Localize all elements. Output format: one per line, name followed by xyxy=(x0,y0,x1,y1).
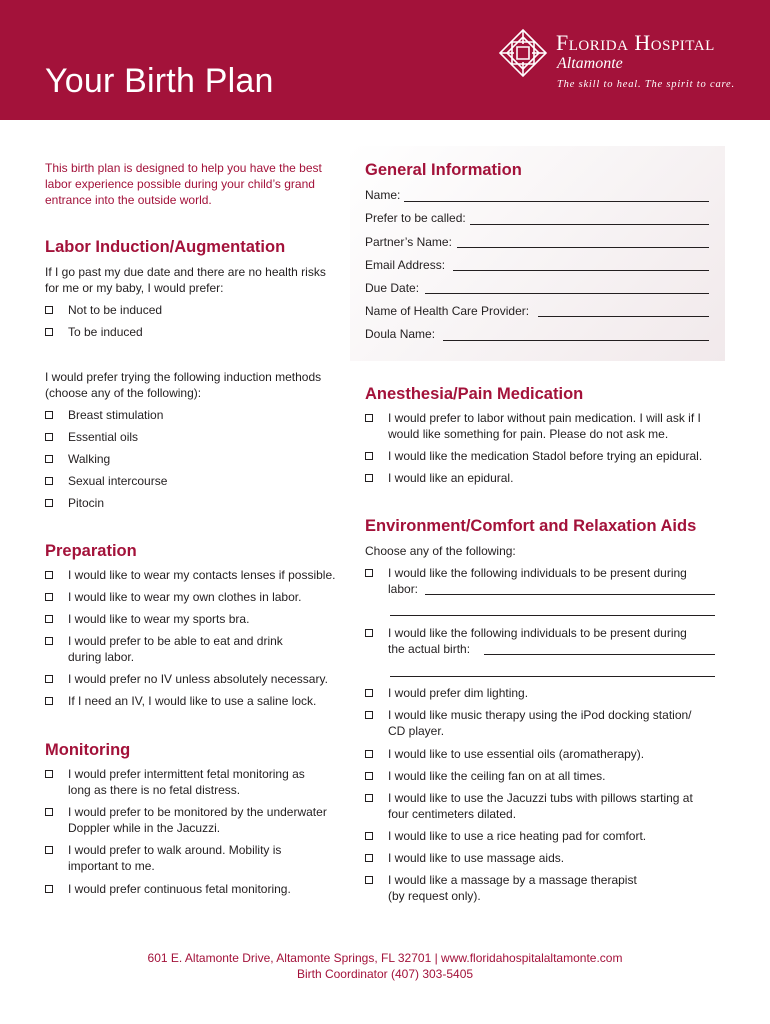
option-label: To be induced xyxy=(68,325,143,339)
option-label: Breast stimulation xyxy=(68,408,164,422)
option-label: I would prefer to walk around. Mobility is xyxy=(68,843,282,857)
option-label-cont: labor: xyxy=(388,582,419,596)
checkbox-induced[interactable] xyxy=(45,328,53,336)
option-label: I would prefer continuous fetal monitoring. xyxy=(68,882,291,896)
checkbox-preparation[interactable] xyxy=(45,571,53,579)
option-label: I would like to wear my sports bra. xyxy=(68,612,250,626)
option-label: I would like to use the Jacuzzi tubs with pillows starting at xyxy=(388,791,693,805)
option-label: Not to be induced xyxy=(68,303,163,317)
intro-text: This birth plan is designed to help you have the best labor experience possible during your child’s grand entrance into the outside world. xyxy=(45,161,322,207)
field-label-partner: Partner’s Name: xyxy=(365,235,452,249)
preparation-heading: Preparation xyxy=(45,542,137,560)
checkbox-environment[interactable] xyxy=(365,876,373,884)
birth-individuals-field[interactable] xyxy=(484,654,715,655)
field-label-email: Email Address: xyxy=(365,258,446,272)
checkbox-monitoring[interactable] xyxy=(45,808,53,816)
option-label: I would like the following individuals to be present during xyxy=(388,566,687,580)
labor-individuals-field[interactable] xyxy=(425,594,715,595)
option-label: I would like to use essential oils (aromatherapy). xyxy=(388,747,645,761)
option-label-cont: during labor. xyxy=(68,650,135,664)
checkbox-environment[interactable] xyxy=(365,832,373,840)
labor-individuals-field-2[interactable] xyxy=(390,615,715,616)
option-label: I would prefer no IV unless absolutely necessary. xyxy=(68,672,328,686)
checkbox-environment[interactable] xyxy=(365,794,373,802)
florida-hospital-logo-icon xyxy=(498,28,548,78)
option-label-cont: (by request only). xyxy=(388,889,481,903)
option-label: I would like to use a rice heating pad for comfort. xyxy=(388,829,647,843)
environment-heading: Environment/Comfort and Relaxation Aids xyxy=(365,517,697,535)
brand-name: Florida Hospital xyxy=(556,30,715,55)
option-label: I would like an epidural. xyxy=(388,471,514,485)
checkbox-monitoring[interactable] xyxy=(45,846,53,854)
labor-induction-prompt-line1: If I go past my due date and there are no health risks xyxy=(45,265,326,279)
option-label: Essential oils xyxy=(68,430,139,444)
option-label: If I need an IV, I would like to use a saline lock. xyxy=(68,694,317,708)
checkbox-essential-oils[interactable] xyxy=(45,433,53,441)
labor-induction-prompt-line2: for me or my baby, I would prefer: xyxy=(45,281,224,295)
option-label: I would prefer to be able to eat and drink xyxy=(68,634,283,648)
checkbox-environment[interactable] xyxy=(365,711,373,719)
checkbox-monitoring[interactable] xyxy=(45,770,53,778)
doula-name-field[interactable] xyxy=(443,340,709,341)
option-label: I would prefer dim lighting. xyxy=(388,686,529,700)
option-label-cont: long as there is no fetal distress. xyxy=(68,783,241,797)
checkbox-pitocin[interactable] xyxy=(45,499,53,507)
checkbox-anesthesia[interactable] xyxy=(365,414,373,422)
option-label: I would like to use massage aids. xyxy=(388,851,565,865)
checkbox-anesthesia[interactable] xyxy=(365,452,373,460)
option-label-cont: four centimeters dilated. xyxy=(388,807,517,821)
checkbox-not-induced[interactable] xyxy=(45,306,53,314)
page-title: Your Birth Plan xyxy=(45,62,274,100)
name-field[interactable] xyxy=(404,201,709,202)
option-label-cont: CD player. xyxy=(388,724,445,738)
option-label: I would like the following individuals to be present during xyxy=(388,626,687,640)
brand-tagline: The skill to heal. The spirit to care. xyxy=(557,79,735,90)
field-label-provider: Name of Health Care Provider: xyxy=(365,304,530,318)
footer-address: 601 E. Altamonte Drive, Altamonte Springs, FL 32701 | www.floridahospitalaltamonte.com xyxy=(147,951,623,965)
option-label-cont: the actual birth: xyxy=(388,642,471,656)
checkbox-monitoring[interactable] xyxy=(45,885,53,893)
anesthesia-heading: Anesthesia/Pain Medication xyxy=(365,385,584,403)
option-label-cont: important to me. xyxy=(68,859,155,873)
brand-location: Altamonte xyxy=(557,55,623,72)
option-label-cont: Doppler while in the Jacuzzi. xyxy=(68,821,221,835)
birth-individuals-field-2[interactable] xyxy=(390,676,715,677)
environment-prompt: Choose any of the following: xyxy=(365,544,516,558)
partner-name-field[interactable] xyxy=(457,247,709,248)
checkbox-preparation[interactable] xyxy=(45,593,53,601)
option-label: I would like the ceiling fan on at all times. xyxy=(388,769,606,783)
labor-induction-heading: Labor Induction/Augmentation xyxy=(45,238,286,256)
checkbox-preparation[interactable] xyxy=(45,637,53,645)
checkbox-walking[interactable] xyxy=(45,455,53,463)
footer-coordinator: Birth Coordinator (407) 303-5405 xyxy=(296,967,474,981)
checkbox-preparation[interactable] xyxy=(45,615,53,623)
induction-methods-prompt-line1: I would prefer trying the following induction methods xyxy=(45,370,322,384)
health-care-provider-field[interactable] xyxy=(538,316,709,317)
email-address-field[interactable] xyxy=(453,270,709,271)
option-label: I would prefer intermittent fetal monitoring as xyxy=(68,767,305,781)
checkbox-preparation[interactable] xyxy=(45,697,53,705)
option-label: I would like a massage by a massage therapist xyxy=(388,873,637,887)
option-label-cont: would like something for pain. Please do not ask me. xyxy=(388,427,669,441)
option-label: Pitocin xyxy=(68,496,105,510)
monitoring-heading: Monitoring xyxy=(45,741,131,759)
option-label: I would prefer to labor without pain medication. I will ask if I xyxy=(388,411,701,425)
option-label: I would like to wear my contacts lenses if possible. xyxy=(68,568,336,582)
checkbox-environment[interactable] xyxy=(365,629,373,637)
checkbox-environment[interactable] xyxy=(365,772,373,780)
due-date-field[interactable] xyxy=(425,293,709,294)
checkbox-environment[interactable] xyxy=(365,569,373,577)
checkbox-environment[interactable] xyxy=(365,750,373,758)
field-label-doula: Doula Name: xyxy=(365,327,436,341)
option-label: I would like to wear my own clothes in labor. xyxy=(68,590,302,604)
checkbox-environment[interactable] xyxy=(365,689,373,697)
checkbox-sexual-intercourse[interactable] xyxy=(45,477,53,485)
option-label: I would like music therapy using the iPod docking station/ xyxy=(388,708,692,722)
field-label-name: Name: xyxy=(365,188,401,202)
checkbox-breast-stimulation[interactable] xyxy=(45,411,53,419)
field-label-due-date: Due Date: xyxy=(365,281,420,295)
field-label-prefer: Prefer to be called: xyxy=(365,211,466,225)
header-banner xyxy=(0,0,770,120)
option-label: Walking xyxy=(68,452,111,466)
induction-methods-prompt-line2: (choose any of the following): xyxy=(45,386,202,400)
prefer-to-be-called-field[interactable] xyxy=(470,224,709,225)
option-label: I would like the medication Stadol before trying an epidural. xyxy=(388,449,703,463)
option-label: I would prefer to be monitored by the underwater xyxy=(68,805,327,819)
checkbox-environment[interactable] xyxy=(365,854,373,862)
option-label: Sexual intercourse xyxy=(68,474,168,488)
general-information-heading: General Information xyxy=(365,161,522,179)
checkbox-anesthesia[interactable] xyxy=(365,474,373,482)
checkbox-preparation[interactable] xyxy=(45,675,53,683)
